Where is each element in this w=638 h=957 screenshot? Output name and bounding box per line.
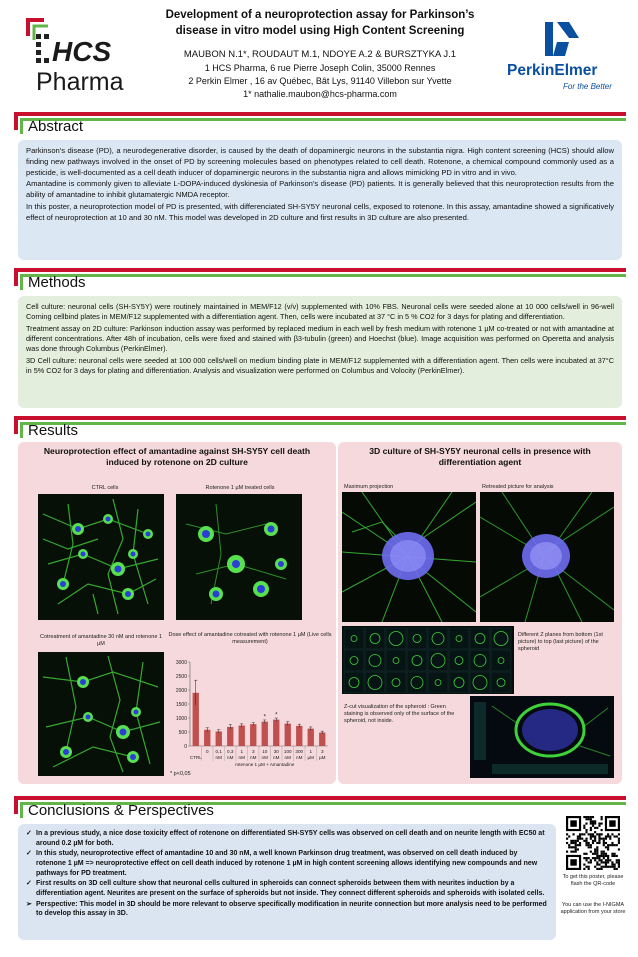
- author-block: [120, 48, 520, 101]
- logo-hcs-text: HCS: [52, 36, 112, 67]
- results-heading: Results: [28, 422, 79, 439]
- significance-star: *: [263, 714, 266, 721]
- z-plane-thumbnail: [449, 650, 469, 671]
- z-plane-thumbnail: [428, 672, 448, 693]
- spheroid-z-cut: [470, 696, 614, 778]
- authors: MAUBON N.1*, ROUDAUT M.1, NDOYE A.2 & BURSZTYKA J.1: [183, 49, 457, 60]
- bar-100-nm: [285, 724, 291, 746]
- z-plane-thumbnail: [344, 628, 364, 649]
- x-tick-label: 0,1: [215, 749, 222, 754]
- z-plane-thumbnail: [491, 650, 511, 671]
- x-tick-label: 300: [295, 749, 304, 754]
- conclusions-section-header: [14, 796, 626, 818]
- caption-rotenone-cells: Rotenone 1 µM treated cells: [205, 485, 275, 491]
- z-plane-thumbnail: [365, 672, 385, 693]
- z-plane-thumbnail: [428, 628, 448, 649]
- abstract-section-header: [14, 112, 626, 134]
- x-tick-label: 3: [251, 749, 255, 754]
- conclusions-heading: Conclusions & Perspectives: [28, 802, 214, 819]
- contact-email: 1* nathalie.maubon@hcs-pharma.com: [243, 88, 397, 99]
- qr-instructions: To get this poster, please flash the QR-code: [562, 874, 624, 888]
- caption-retreated: Retreated picture for analysis: [482, 484, 554, 490]
- micrograph-cotreatment: [38, 652, 164, 776]
- chart-plot: [168, 658, 332, 782]
- x-tick-label: 1: [309, 749, 313, 754]
- y-tick-label: 3000: [175, 659, 187, 666]
- micrograph-rotenone: [176, 494, 302, 620]
- x-tick-unit: nM: [227, 755, 234, 760]
- z-plane-thumbnail: [365, 628, 385, 649]
- methods-paragraph-1: Cell culture: neuronal cells (SH-SY5Y) were routinely maintained in MEM/F12 (v/v) supplemented with 10% FBS. Neuronal cells were seeded alone at 10 000 cells/well in 96-well Corning cellbind plates in MEM/F12 supplemented with a differentiation agent. Then, cells were incubated at 37 °C in 5 % CO2 for 3 days for plating and differentiation.: [26, 302, 614, 322]
- conclusion-item-4: ➢ Perspective: This model in 3D should be more relevant to observe specifically modification in neurite connection but more analysis need to be performed to develop this assay in 3D.: [26, 900, 547, 918]
- x-tick-unit: nM: [296, 755, 303, 760]
- bar-1-m: [308, 729, 314, 746]
- bar-300-nm: [296, 726, 302, 746]
- methods-heading: Methods: [28, 274, 86, 291]
- z-plane-thumbnail: [491, 628, 511, 649]
- results-3d-title: 3D culture of SH-SY5Y neuronal cells in presence with differentiation agent: [369, 446, 591, 468]
- affiliation-2: 2 Perkin Elmer , 16 av Québec, Bât Lys, 91140 Villebon sur Yvette: [188, 75, 452, 86]
- conclusion-item-1: ✓ In a previous study, a nice dose toxicity effect of rotenone on differentiated SH-SY5Y cells was observed on cell death and on neurite length with EC50 at around 0.2 µM for both.: [26, 830, 545, 847]
- z-plane-thumbnail: [407, 672, 427, 693]
- conclusions-list: [26, 829, 548, 919]
- abstract-paragraph-2: Amantadine is commonly given to alleviate L-DOPA-induced dyskinesia of Parkinson’s disease (PD) patients. It is generally believed that this neuroprotection results from the ability of amantadine to inhibit glutamatergic NMDA receptor.: [26, 179, 614, 200]
- y-tick-label: 0: [184, 743, 187, 750]
- micrograph-ctrl: [38, 494, 164, 620]
- x-tick-unit: nM: [238, 755, 245, 760]
- z-plane-thumbnail: [365, 650, 385, 671]
- title-line-1: Development of a neuroprotection assay for Parkinson’s: [165, 9, 475, 21]
- x-axis-label: rotenone 1 µM + Amantadine: [235, 762, 295, 767]
- methods-paragraph-2: Treatment assay on 2D culture: Parkinson induction assay was performed by replaced medium in each well by fresh medium with rotenone 1 µM co-treated or not with amantadine at different concentrations. After 48h of incubation, cells were fixed and stained with β3-tubulin (green) and Hoechst (blue). Image acquisition was performed on Operetta and analysis was done through Columbus (PerkinElmer).: [26, 323, 614, 354]
- results-section-header: [14, 416, 626, 438]
- perkinelmer-logo: [505, 18, 630, 98]
- abstract-paragraph-3: In this poster, a neuroprotection model of PD is presented, with differenciated SH-SY5Y neuronal cells, exposed to rotenone. In this assay, amantadine showed a significatively effect of neuroprotection at 10 and 30 nM. This model was developed in 2D culture and first results in 3D culture are also presented.: [26, 201, 614, 222]
- z-plane-thumbnail: [344, 672, 364, 693]
- x-tick-label: 0: [205, 749, 209, 754]
- x-tick-label: 100: [283, 749, 292, 754]
- z-plane-thumbnail: [386, 628, 406, 649]
- x-tick-unit: nM: [261, 755, 268, 760]
- spheroid-retreated: [480, 492, 614, 622]
- caption-z-cut: Z-cut visualization of the spheroid : Green staining is observed only of the surface of the spheroid, not inside.: [344, 704, 455, 725]
- caption-cotreatment: Cotreatment of amantadine 30 nM and rotenone 1 µM: [40, 634, 162, 648]
- x-tick-label: 0,3: [227, 749, 234, 754]
- methods-paragraph-3: 3D Cell culture: neuronal cells were seeded at 100 000 cells/well on medium binding plate in MEM/F12 supplemented with a differentiation agent. Then cells were incubated at 37°C in 5% CO2 for 3 days for plating and differentiation. Analysis and visualization were performed on Columbus and Volocity (PerkinElmer).: [26, 355, 614, 376]
- z-plane-thumbnail: [344, 650, 364, 671]
- abstract-box: [18, 140, 622, 260]
- dose-effect-chart: [168, 632, 332, 782]
- bar-0-1-nm: [216, 731, 222, 746]
- y-tick-label: 1500: [175, 701, 187, 708]
- x-tick-unit: nM: [284, 755, 291, 760]
- z-plane-thumbnail: [407, 650, 427, 671]
- methods-section-header: [14, 268, 626, 290]
- x-tick-label: 10: [262, 749, 268, 754]
- conclusion-item-3: ✓ First results on 3D cell culture show that neuronal cells cultured in spheroids can connect spheroids between them with neurites induction by a differentiation agent. Neurites are present on the surface of spheroids but not inside. They connect different spheroids and spheroids with isolated cells.: [26, 880, 545, 897]
- y-tick-label: 500: [178, 729, 187, 736]
- conclusions-box: [18, 824, 556, 940]
- x-tick-unit: µM: [319, 755, 326, 760]
- bar-3-m: [319, 733, 325, 746]
- logo-pharma-text: Pharma: [36, 68, 124, 96]
- x-tick-unit: µM: [307, 755, 314, 760]
- affiliation-1: 1 HCS Pharma, 6 rue Pierre Joseph Colin, 35000 Rennes: [204, 62, 436, 73]
- x-tick-unit: CTRL: [189, 755, 202, 760]
- z-plane-thumbnail: [407, 628, 427, 649]
- abstract-paragraph-1: Parkinson's disease (PD), a neurodegenerative disorder, is caused by the death of dopaminergic neurons in the substantia nigra. High content screening (HCS) should allow finding new pathways involved in the onset of PD by screening molecules based on phenotypes related to cell death. Rotenone, a chemical compound commonly used as a pesticide, is well-documented as a cell death inducer of dopaminergic neurons in the substantia nigra and allows mimicking PD in vitro and in vivo.: [26, 146, 614, 177]
- x-tick-label: 1: [240, 749, 244, 754]
- conclusion-item-2: ✓ In this study, neuroprotective effect of amantadine 10 and 30 nM, a well known Parkinson drug treatment, was observed on cell death induced by rotenone 1 µM => neuroprotective effect on cell death induced by rotenone 1 µM in high content screening allows identifying new compounds and new pathways for PD treatment.: [26, 850, 538, 877]
- results-2d-title: Neuroprotection effect of amantadine against SH-SY5Y cell death induced by rotenone on 2D culture: [43, 446, 311, 468]
- x-tick-unit: nM: [250, 755, 257, 760]
- caption-ctrl-cells: CTRL cells: [91, 485, 119, 491]
- methods-box: [18, 296, 622, 408]
- z-plane-thumbnail: [386, 672, 406, 693]
- z-plane-thumbnail: [386, 650, 406, 671]
- z-plane-thumbnail: [470, 628, 490, 649]
- caption-z-planes: Different Z planes from bottom (1st picture) to top (last picture) of the spheroid: [518, 632, 603, 653]
- y-tick-label: 2000: [175, 687, 187, 694]
- hcs-pharma-logo: [22, 14, 132, 104]
- bar-1-nm: [239, 726, 245, 746]
- x-tick-label: 3: [320, 749, 324, 754]
- significance-star: *: [275, 712, 278, 719]
- bar-0-3-nm: [227, 727, 233, 746]
- z-plane-thumbnail: [470, 672, 490, 693]
- chart-title: Dose effect of amantadine cotreated with rotenone 1 µM (Live cells measurement): [168, 632, 332, 646]
- qr-app-hint: You can use the I-NIGMA application from your store: [560, 902, 626, 916]
- y-tick-label: 1000: [175, 715, 187, 722]
- spheroid-max-projection: [342, 492, 476, 622]
- z-plane-thumbnail: [470, 650, 490, 671]
- bar-3-nm: [250, 724, 256, 746]
- z-plane-thumbnail: [449, 672, 469, 693]
- perkinelmer-tagline: For the Better: [563, 82, 612, 91]
- qr-code[interactable]: [566, 816, 620, 870]
- spheroid-z-planes: [342, 626, 514, 694]
- bar-30-nm: [273, 720, 279, 746]
- perkinelmer-name: PerkinElmer: [507, 62, 598, 79]
- z-plane-thumbnail: [449, 628, 469, 649]
- z-plane-thumbnail: [491, 672, 511, 693]
- bar-0: [204, 730, 210, 746]
- x-tick-unit: nM: [273, 755, 280, 760]
- y-tick-label: 2500: [175, 673, 187, 680]
- x-tick-unit: nM: [215, 755, 222, 760]
- p-value-note: * p<0,05: [170, 771, 191, 777]
- caption-max-projection: Maximum projection: [344, 484, 394, 490]
- x-tick-label: 30: [273, 749, 279, 754]
- title-line-2: disease in vitro model using High Content Screening: [175, 24, 465, 37]
- poster-title: [120, 8, 520, 39]
- z-plane-thumbnail: [428, 650, 448, 671]
- bar-10-nm: [262, 722, 268, 746]
- abstract-heading: Abstract: [28, 118, 84, 135]
